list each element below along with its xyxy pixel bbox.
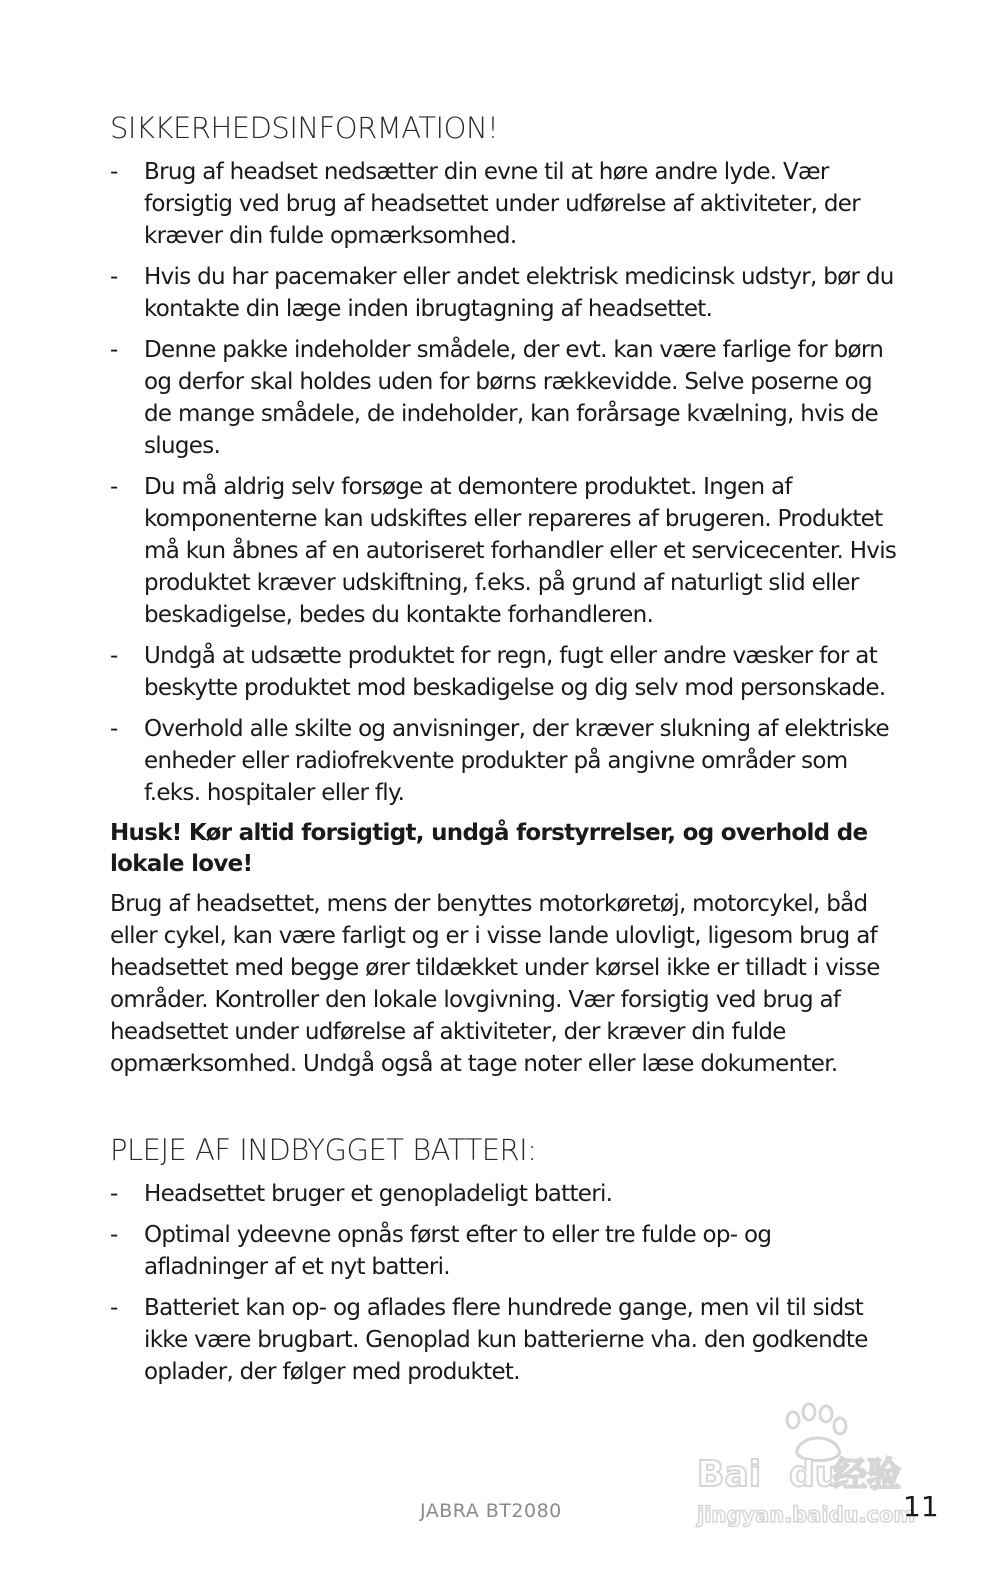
watermark-url: jingyan.baidu.com bbox=[697, 1503, 916, 1527]
bullet-dash: - bbox=[110, 337, 118, 363]
bullet-dash: - bbox=[110, 1181, 118, 1207]
list-item bbox=[110, 261, 900, 325]
watermark-logo-cn: 经验 bbox=[833, 1455, 901, 1495]
bullet-dash: - bbox=[110, 1295, 118, 1321]
section-title-safety: SIKKERHEDSINFORMATION! bbox=[110, 111, 499, 145]
safety-list bbox=[110, 156, 900, 809]
baidu-watermark bbox=[693, 1398, 921, 1530]
bullet-dash: - bbox=[110, 159, 118, 185]
watermark-logo-text: Bai bbox=[697, 1454, 762, 1495]
driving-paragraph: Brug af headsettet, mens der benyttes motorkøretøj, motorcykel, båd eller cykel, kan være farligt og er i visse lande ulovligt, ligesom brug af headsettet med begge ører tildækket under kørsel ikke er tilladt i visse områder. Kontroller den lokale lovgivning. Vær forsigtig ved brug af headsettet under udførelse af aktiviteter, der kræver din fulde opmærksomhed. Undgå også at tage noter eller læse dokumenter. bbox=[110, 891, 880, 1077]
battery-list bbox=[110, 1178, 900, 1388]
list-item-text: Undgå at udsætte produktet for regn, fugt eller andre væsker for at beskytte produktet mod beskadigelse og dig selv mod personskade. bbox=[144, 643, 886, 701]
list-item bbox=[110, 1178, 900, 1210]
list-item bbox=[110, 156, 900, 252]
list-item bbox=[110, 1292, 900, 1388]
page-number: 11 bbox=[903, 1490, 939, 1523]
bullet-dash: - bbox=[110, 643, 118, 669]
list-item-text: Batteriet kan op- og aflades flere hundrede gange, men vil til sidst ikke være brugbart. Genoplad kun batterierne vha. den godkendte oplader, der følger med produktet. bbox=[144, 1295, 868, 1385]
document-page bbox=[110, 108, 900, 1397]
list-item-text: Headsettet bruger et genopladeligt batteri. bbox=[144, 1181, 613, 1207]
list-item-text: Overhold alle skilte og anvisninger, der kræver slukning af elektriske enheder eller radiofrekvente produkter på angivne områder som f.eks. hospitaler eller fly. bbox=[144, 716, 889, 806]
list-item bbox=[110, 334, 900, 462]
list-item-text: Denne pakke indeholder smådele, der evt. kan være farlige for børn og derfor skal holdes uden for børns rækkevidde. Selve poserne og de mange smådele, de indeholder, kan forårsage kvælning, hvis de sluges. bbox=[144, 337, 884, 459]
driving-warning: Husk! Kør altid forsigtigt, undgå forstyrrelser, og overhold de lokale love! bbox=[110, 820, 868, 877]
list-item-text: Du må aldrig selv forsøge at demontere produktet. Ingen af komponenterne kan udskiftes eller repareres af brugeren. Produktet må kun åbnes af en autoriseret forhandler eller et servicecenter. Hvis produktet kræver udskiftning, f.eks. på grund af naturligt slid eller beskadigelse, bedes du kontakte forhandleren. bbox=[144, 474, 897, 628]
list-item bbox=[110, 640, 900, 704]
list-item bbox=[110, 713, 900, 809]
bullet-dash: - bbox=[110, 716, 118, 742]
bullet-dash: - bbox=[110, 264, 118, 290]
list-item-text: Brug af headset nedsætter din evne til at høre andre lyde. Vær forsigtig ved brug af headsettet under udførelse af aktiviteter, der kræver din fulde opmærksomhed. bbox=[144, 159, 861, 249]
bullet-dash: - bbox=[110, 1222, 118, 1248]
watermark-logo-text-2: du bbox=[789, 1454, 841, 1495]
list-item-text: Hvis du har pacemaker eller andet elektrisk medicinsk udstyr, bør du kontakte din læge inden ibrugtagning af headsettet. bbox=[144, 264, 894, 322]
section-title-battery: PLEJE AF INDBYGGET BATTERI: bbox=[110, 1133, 537, 1167]
footer-brand: JABRA BT2080 bbox=[420, 1500, 562, 1522]
paw-icon bbox=[787, 1404, 846, 1461]
list-item bbox=[110, 471, 900, 631]
bullet-dash: - bbox=[110, 474, 118, 500]
list-item bbox=[110, 1219, 900, 1283]
list-item-text: Optimal ydeevne opnås først efter to eller tre fulde op- og afladninger af et nyt batteri. bbox=[144, 1222, 772, 1280]
